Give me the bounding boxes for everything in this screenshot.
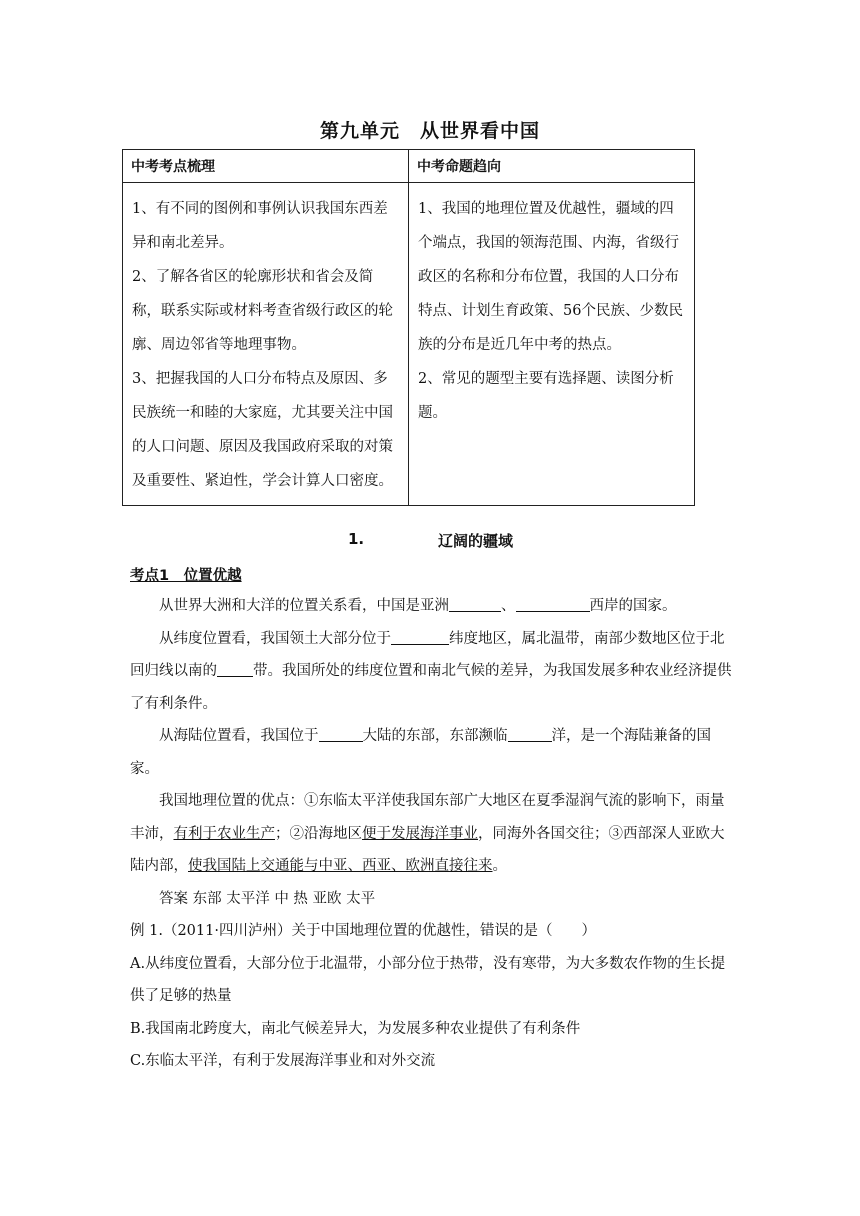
table-cell-trends bbox=[409, 183, 695, 506]
list-item: 2、了解各省区的轮廓形状和省会及简称，联系实际或材料考查省级行政区的轮廓、周边邻省等地理事物。 bbox=[132, 269, 393, 353]
section-number: 1. bbox=[348, 530, 365, 548]
paragraph-continent: 从世界大洲和大洋的位置关系看，中国是亚洲 、 西岸的国家。 bbox=[130, 590, 732, 623]
fill-blank[interactable] bbox=[449, 595, 501, 612]
list-item: 2、常见的题型主要有选择题、读图分析题。 bbox=[418, 371, 674, 421]
table-header-points: 中考考点梳理 bbox=[123, 150, 409, 183]
option-a: A.从纬度位置看，大部分位于北温带，小部分位于热带，没有寒带，为大多数农作物的生长提供了足够的热量 bbox=[130, 955, 726, 1004]
section-title: 辽阔的疆域 bbox=[438, 532, 514, 550]
option-c: C.东临太平洋，有利于发展海洋事业和对外交流 bbox=[130, 1053, 436, 1069]
table-header-row bbox=[123, 150, 695, 183]
paragraph-land-sea: 从海陆位置看，我国位于 大陆的东部，东部濒临 洋，是一个海陆兼备的国家。 bbox=[130, 720, 732, 785]
option-b: B.我国南北跨度大，南北气候差异大，为发展多种农业提供了有利条件 bbox=[130, 1020, 581, 1037]
section-body bbox=[130, 562, 732, 1078]
list-item: 3、把握我国的人口分布特点及原因、多民族统一和睦的大家庭，尤其要关注中国的人口问题、原因及我国政府采取的对策及重要性、紧迫性，学会计算人口密度。 bbox=[132, 371, 393, 489]
list-item: 1、有不同的图例和事例认识我国东西差异和南北差异。 bbox=[132, 201, 388, 251]
table-header-trends: 中考命题趋向 bbox=[409, 150, 695, 183]
list-item: 1、我国的地理位置及优越性，疆域的四个端点，我国的领海范围、内海，省级行政区的名称和分布位置，我国的人口分布特点、计划生育政策、56个民族、少数民族的分布是近几年中考的热点。 bbox=[418, 201, 683, 353]
table-cell-points bbox=[123, 183, 409, 506]
fill-blank[interactable] bbox=[319, 725, 363, 742]
fill-blank[interactable] bbox=[516, 595, 590, 612]
answer-line: 答案 东部 太平洋 中 热 亚欧 太平 bbox=[159, 890, 376, 907]
fill-blank[interactable] bbox=[391, 628, 449, 645]
kaodian-heading: 考点1 位置优越 bbox=[130, 568, 242, 584]
example-question: 例 1.（2011·四川泸州）关于中国地理位置的优越性，错误的是（ ） bbox=[130, 923, 596, 939]
exam-summary-table bbox=[122, 149, 695, 506]
paragraph-latitude: 从纬度位置看，我国领土大部分位于 纬度地区，属北温带，南部少数地区位于北回归线以南的 带。我国所处的纬度位置和南北气候的差异，为我国发展多种农业经济提供了有利条件。 bbox=[130, 623, 732, 721]
fill-blank[interactable] bbox=[217, 660, 253, 677]
paragraph-advantages: 我国地理位置的优点：①东临太平洋使我国东部广大地区在夏季湿润气流的影响下，雨量丰沛，有利于农业生产；②沿海地区便于发展海洋事业，同海外各国交往；③西部深人亚欧大陆内部，使我国陆上交通能与中亚、西亚、欧洲直接往来。 bbox=[130, 793, 725, 874]
unit-title: 第九单元 从世界看中国 bbox=[319, 120, 540, 142]
fill-blank[interactable] bbox=[508, 725, 552, 742]
table-row bbox=[123, 183, 695, 506]
